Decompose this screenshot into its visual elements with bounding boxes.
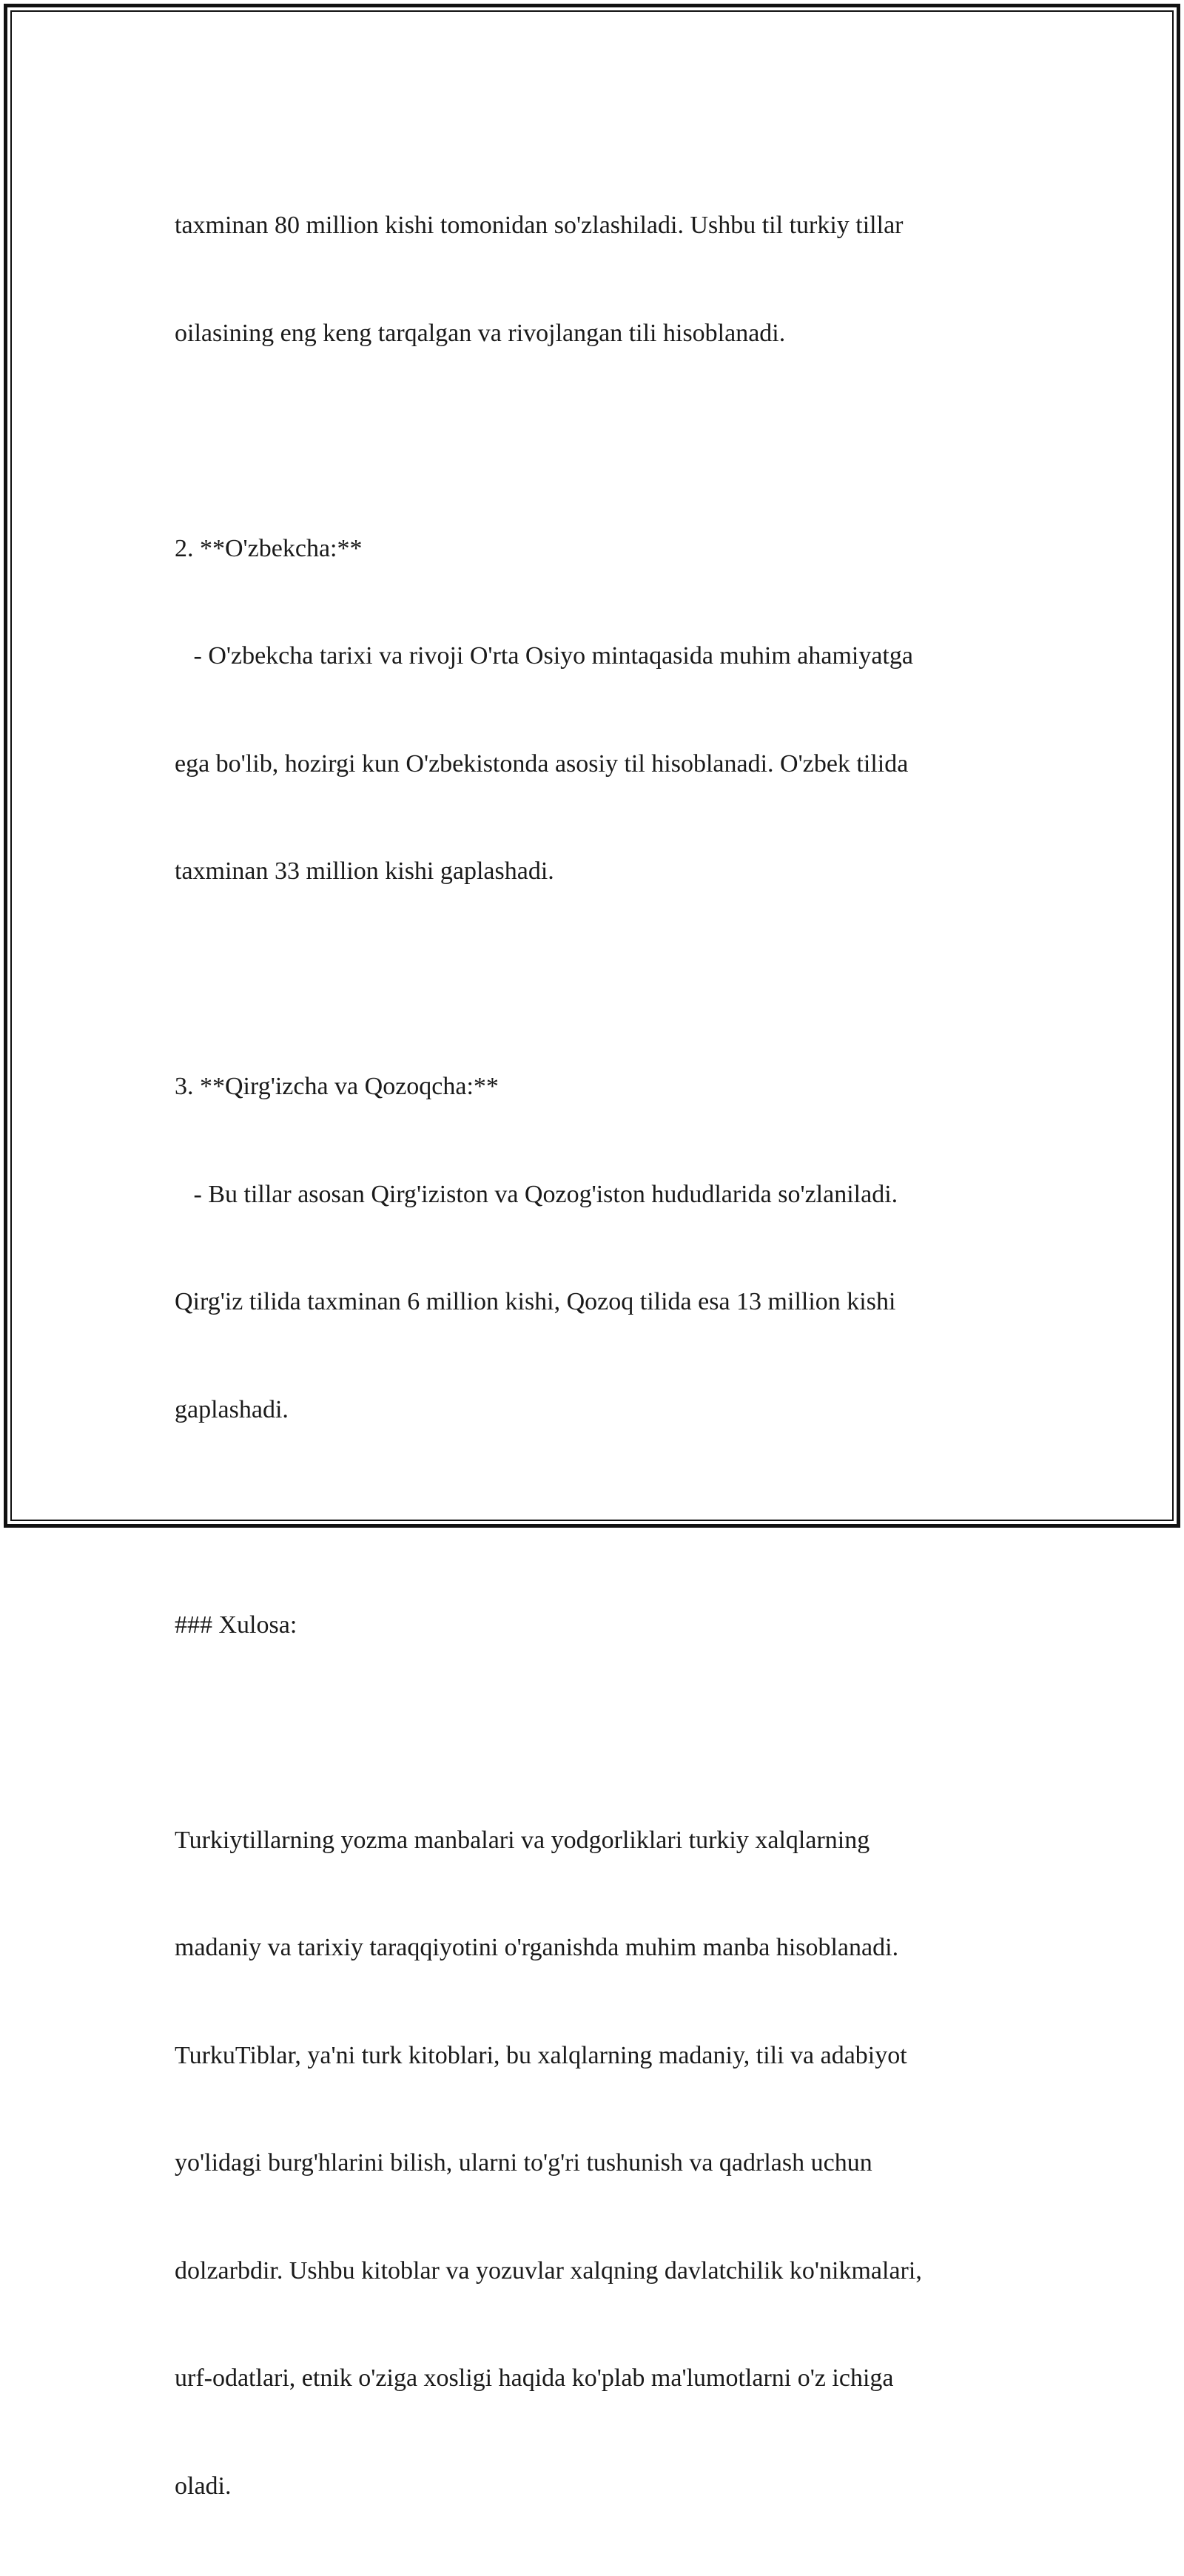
- text-line: madaniy va tarixiy taraqqiyotini o'rganishda muhim manba hisoblanadi.: [175, 1930, 1011, 1966]
- document-body: [175, 136, 1011, 2576]
- conclusion-paragraph: [175, 1751, 1011, 2576]
- section-kyrgyz-kazakh: [175, 997, 1011, 1500]
- conclusion-heading: [175, 1536, 1011, 1716]
- section-uzbek: [175, 459, 1011, 962]
- text-line: taxminan 33 million kishi gaplashadi.: [175, 854, 1011, 890]
- text-line: oilasining eng keng tarqalgan va rivojlangan tili hisoblanadi.: [175, 316, 1011, 352]
- text-line: - Bu tillar asosan Qirg'iziston va Qozog'iston hududlarida so'zlaniladi.: [175, 1177, 1011, 1213]
- section-heading: ### Xulosa:: [175, 1608, 1011, 1644]
- section-heading: 2. **O'zbekcha:**: [175, 531, 1011, 567]
- text-line: taxminan 80 million kishi tomonidan so'zlashiladi. Ushbu til turkiy tillar: [175, 208, 1011, 244]
- text-line: oladi.: [175, 2469, 1011, 2505]
- section-heading: 3. **Qirg'izcha va Qozoqcha:**: [175, 1069, 1011, 1105]
- text-line: ega bo'lib, hozirgi kun O'zbekistonda asosiy til hisoblanadi. O'zbek tilida: [175, 746, 1011, 783]
- text-line: TurkuTiblar, ya'ni turk kitoblari, bu xalqlarning madaniy, tili va adabiyot: [175, 2038, 1011, 2074]
- text-line: dolzarbdir. Ushbu kitoblar va yozuvlar xalqning davlatchilik ko'nikmalari,: [175, 2253, 1011, 2290]
- text-line: yo'lidagi burg'hlarini bilish, ularni to'g'ri tushunish va qadrlash uchun: [175, 2145, 1011, 2182]
- intro-paragraph: [175, 136, 1011, 423]
- text-line: urf-odatlari, etnik o'ziga xosligi haqida ko'plab ma'lumotlarni o'z ichiga: [175, 2361, 1011, 2397]
- text-line: gaplashadi.: [175, 1392, 1011, 1429]
- text-line: Qirg'iz tilida taxminan 6 million kishi, Qozoq tilida esa 13 million kishi: [175, 1284, 1011, 1321]
- text-line: - O'zbekcha tarixi va rivoji O'rta Osiyo mintaqasida muhim ahamiyatga: [175, 638, 1011, 675]
- text-line: Turkiytillarning yozma manbalari va yodgorliklari turkiy xalqlarning: [175, 1823, 1011, 1859]
